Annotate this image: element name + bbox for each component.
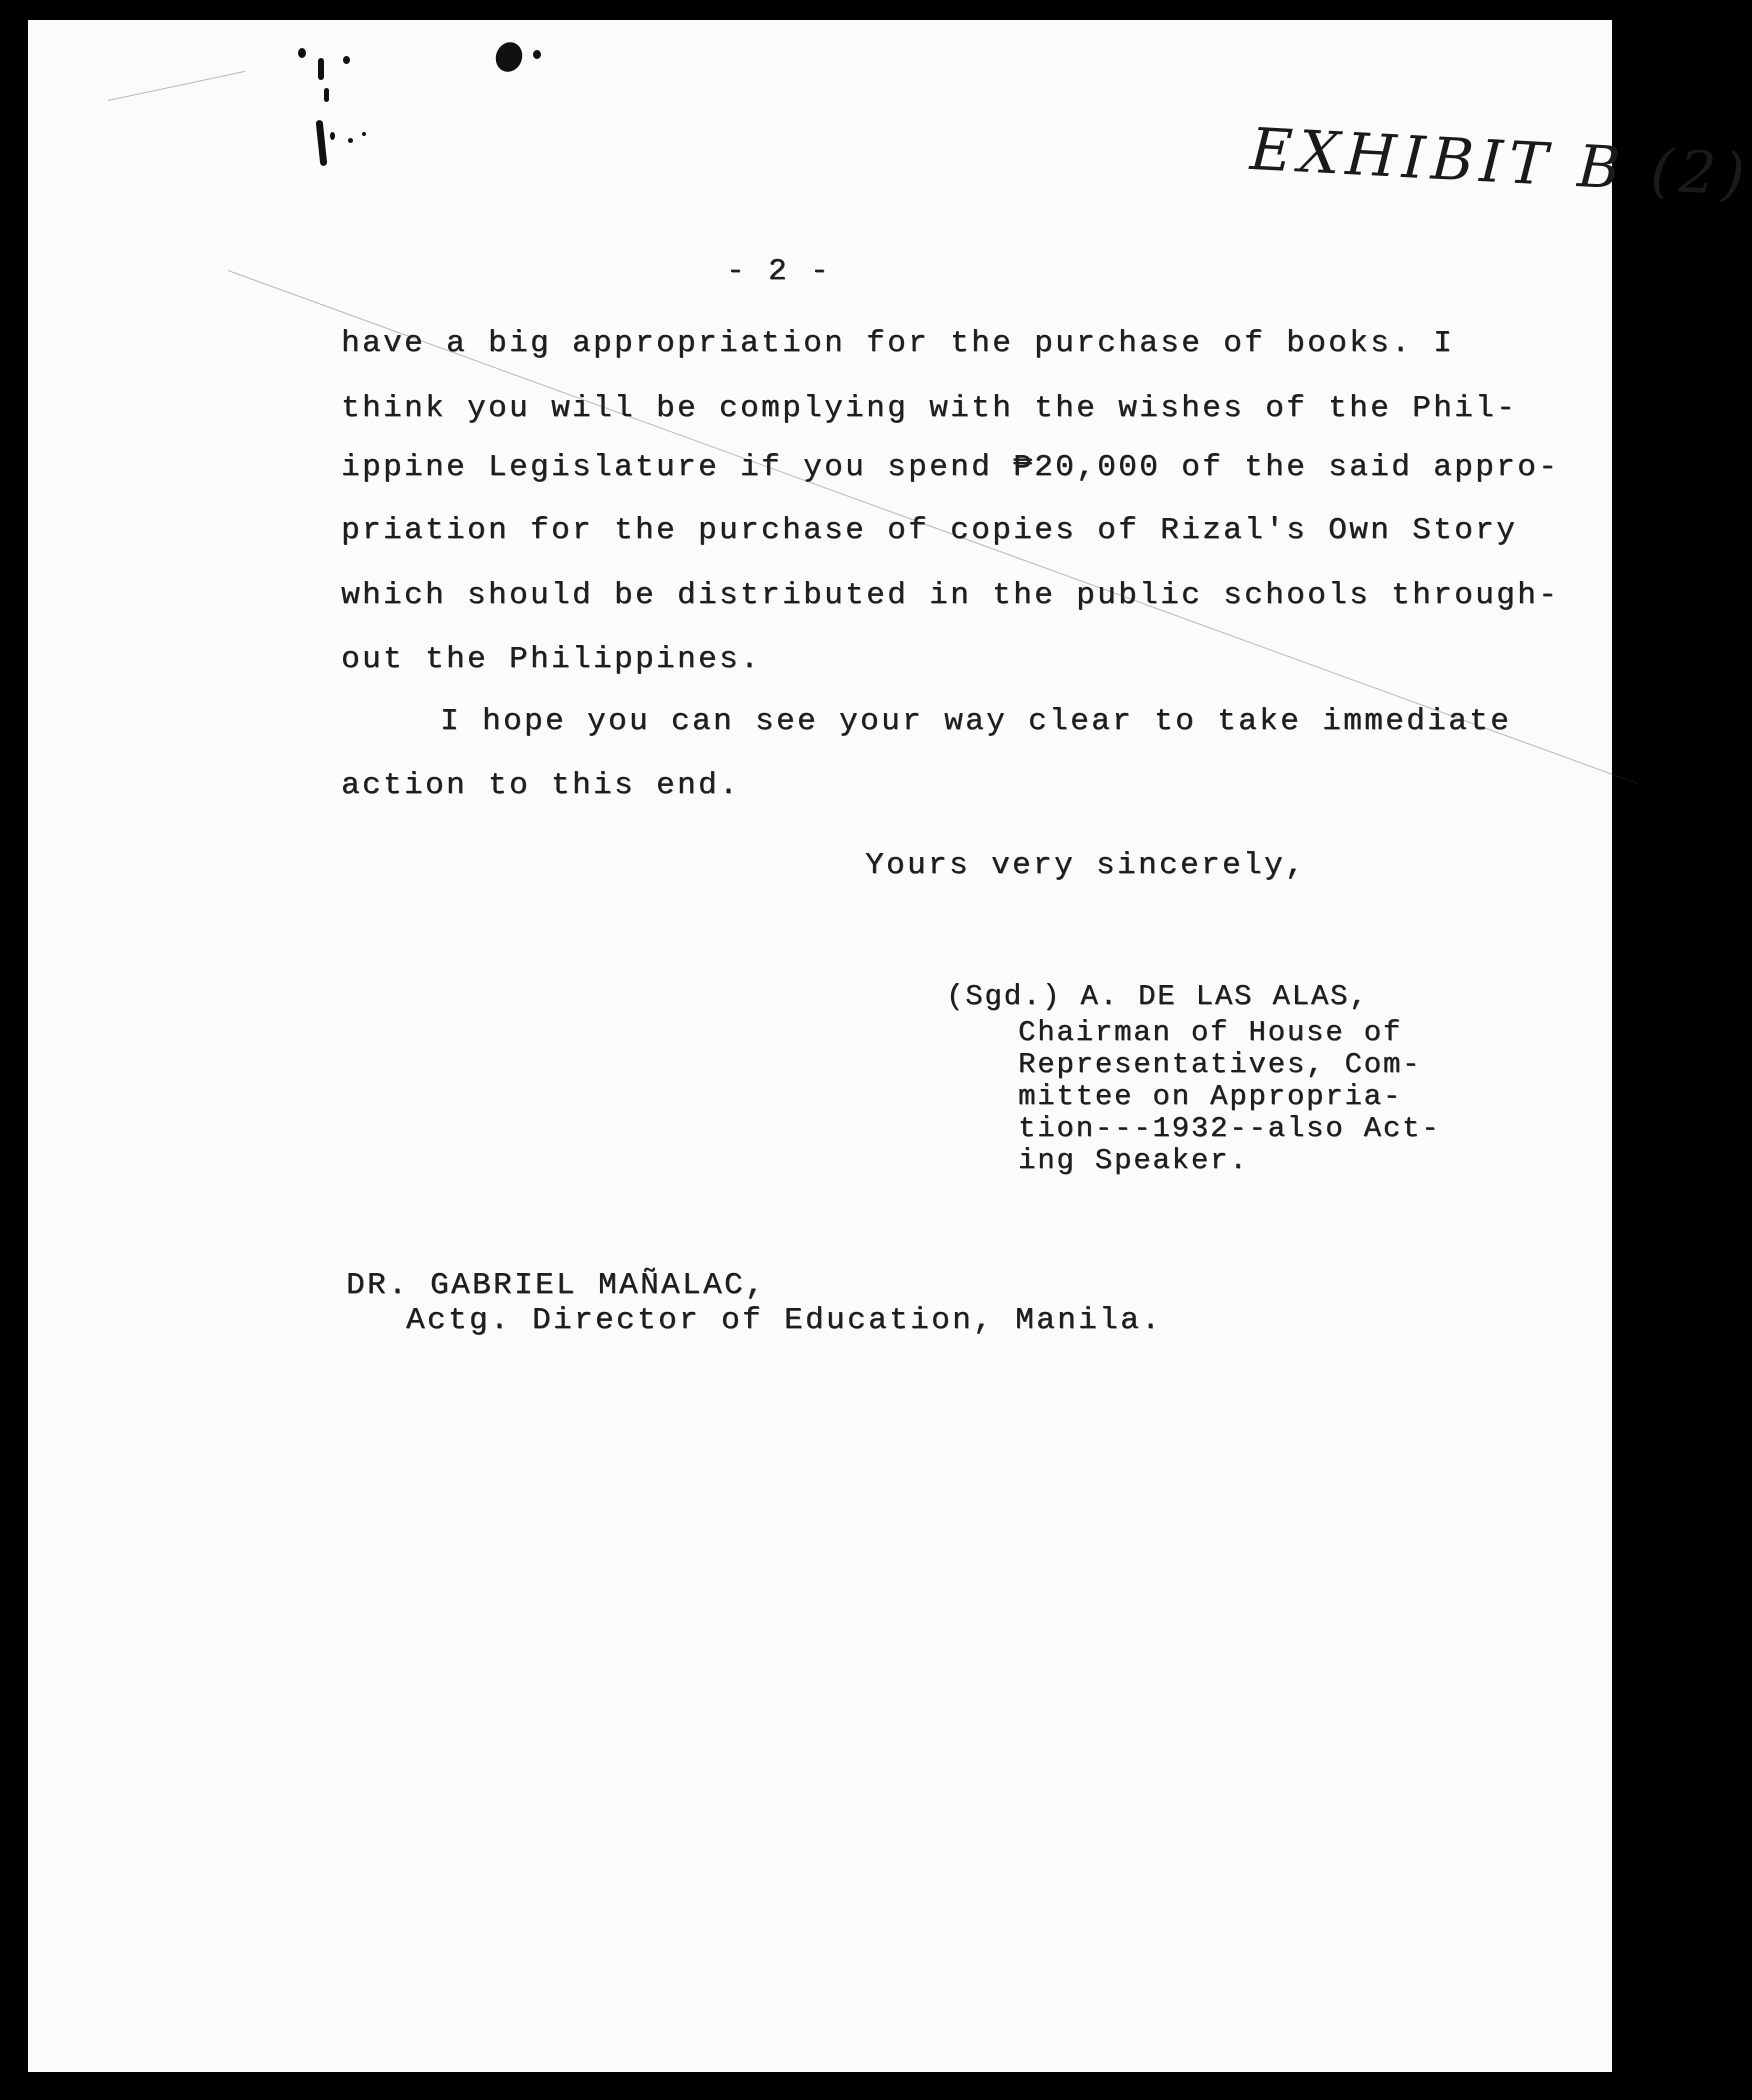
addressee-title: Actg. Director of Education, Manila.: [406, 1303, 1163, 1338]
ink-smudge: [324, 88, 329, 102]
body-line: out the Philippines.: [341, 642, 762, 677]
body-line: ippine Legislature if you spend ₱20,000 of the said appro-: [341, 450, 1560, 485]
signature-line: Representatives, Com-: [1018, 1048, 1422, 1081]
body-line: priation for the purchase of copies of Rizal's Own Story: [341, 513, 1518, 548]
body-line: think you will be complying with the wishes of the Phil-: [341, 391, 1518, 426]
signature-line: tion---1932--also Act-: [1018, 1112, 1441, 1145]
signature-line: ing Speaker.: [1018, 1144, 1249, 1177]
ink-smudge: [492, 38, 527, 75]
exhibit-label: EXHIBIT B (2): [1248, 114, 1752, 210]
signature-line: Chairman of House of: [1018, 1016, 1403, 1049]
page-number: - 2 -: [726, 254, 832, 289]
ink-smudge: [343, 56, 350, 64]
ink-smudge: [318, 58, 324, 80]
document-page: [28, 20, 1752, 2072]
ink-smudge: [348, 138, 353, 143]
paper-scratch: [108, 71, 245, 101]
ink-smudge: [298, 48, 306, 58]
body-line: I hope you can see your way clear to take immediate: [440, 704, 1512, 739]
signature-line: mittee on Appropria-: [1018, 1080, 1403, 1113]
ink-smudge: [362, 132, 366, 136]
body-line: which should be distributed in the public schools through-: [341, 578, 1560, 613]
addressee-name: DR. GABRIEL MAÑALAC,: [346, 1268, 767, 1303]
body-line: have a big appropriation for the purchase of books. I: [341, 326, 1455, 361]
ink-smudge: [533, 50, 541, 59]
body-line: action to this end.: [341, 768, 741, 803]
ink-smudge: [316, 120, 328, 166]
ink-smudge: [330, 132, 335, 140]
closing: Yours very sincerely,: [865, 848, 1307, 883]
signature-line: (Sgd.) A. DE LAS ALAS,: [946, 980, 1369, 1013]
